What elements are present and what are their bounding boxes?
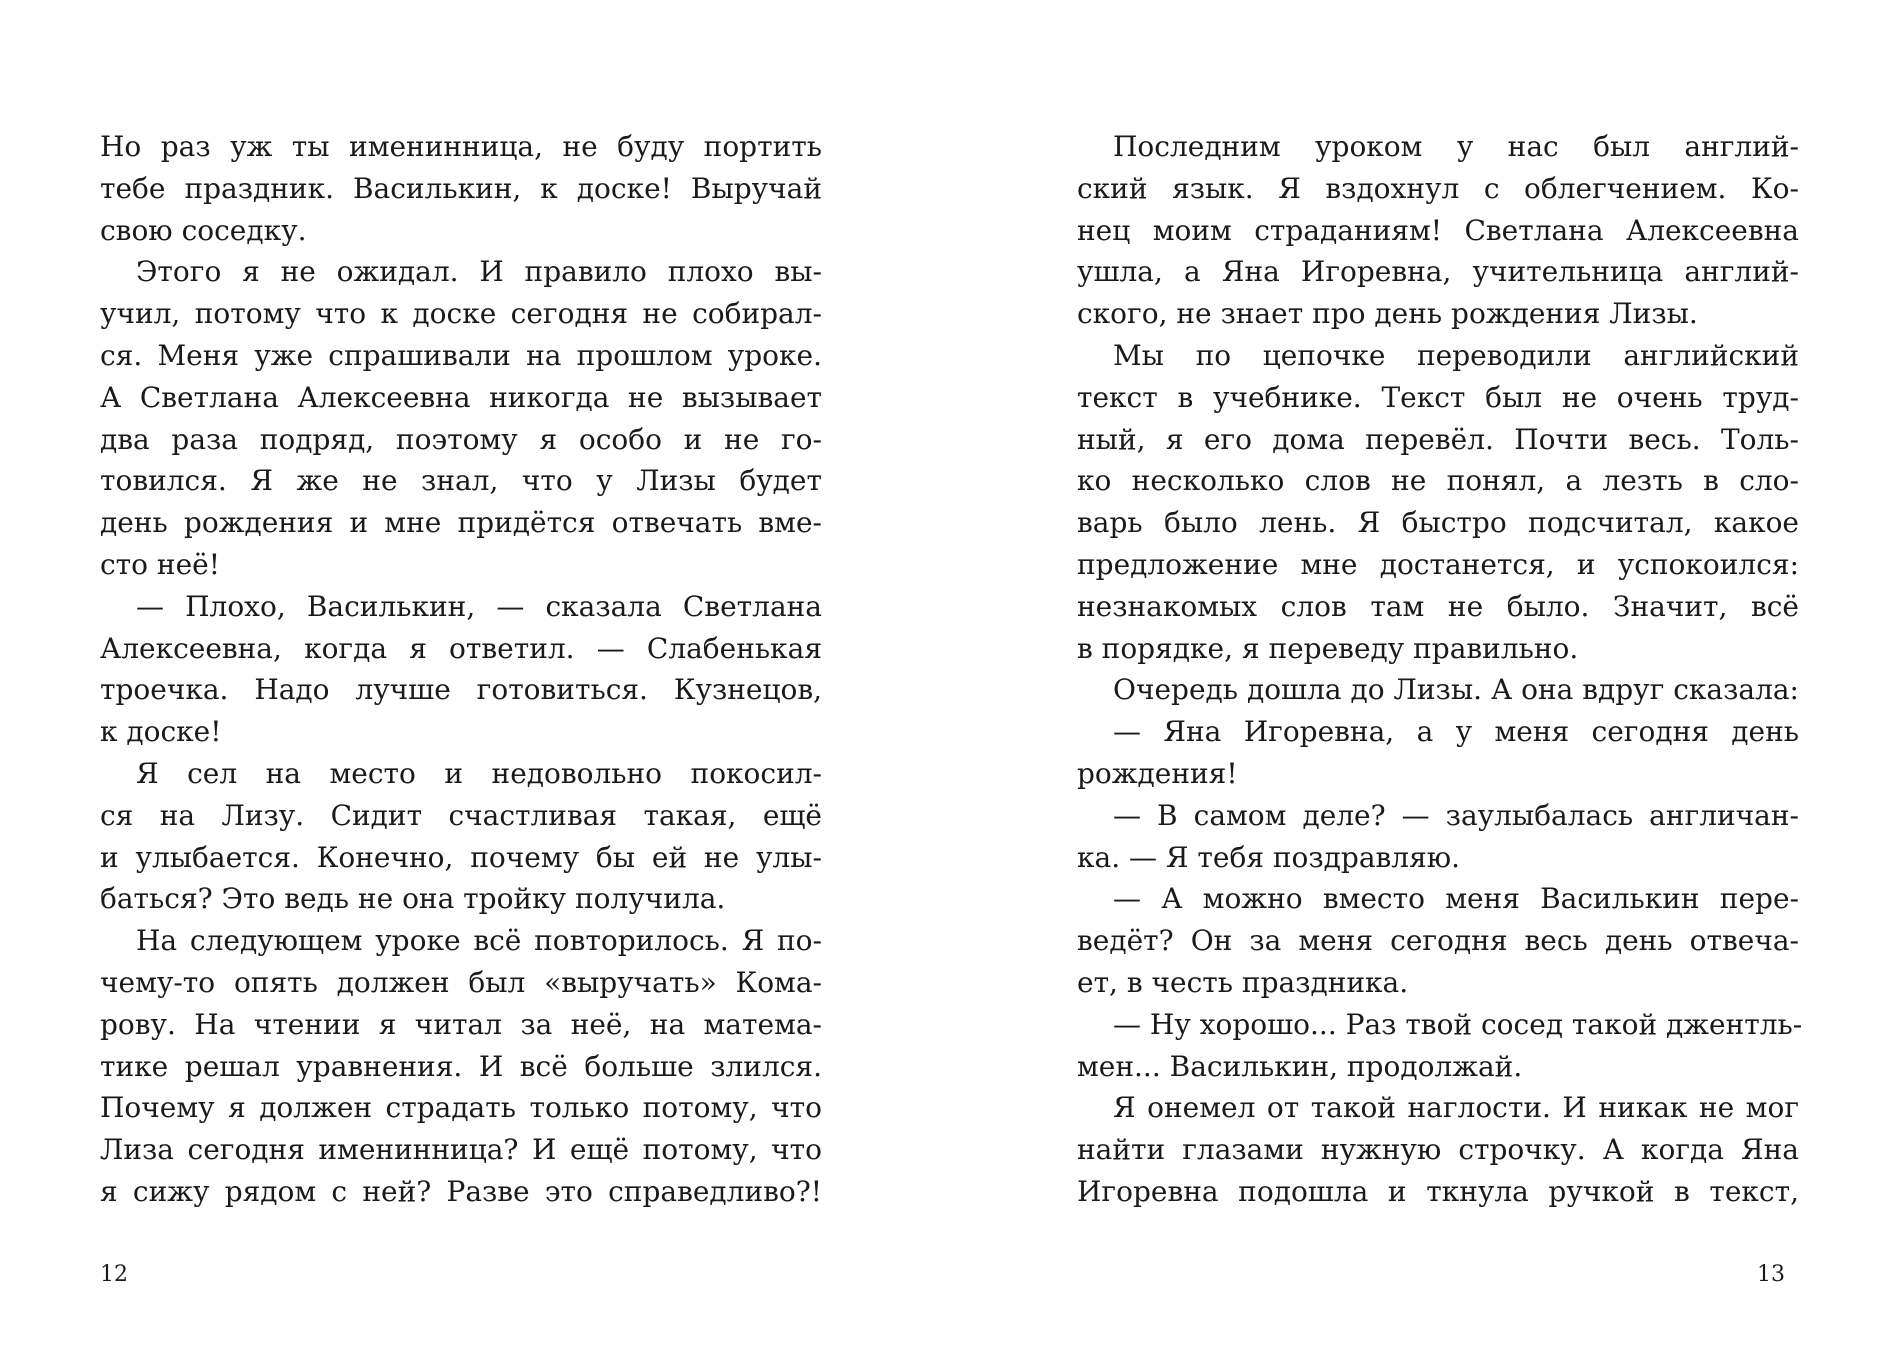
right-page-number: 13 — [1757, 1262, 1785, 1287]
text-line: рождения! — [1077, 756, 1238, 790]
text-line: варь было лень. Я быстро подсчитал, какое — [1077, 506, 1799, 540]
text-line: ка. — Я тебя поздравляю. — [1077, 840, 1461, 874]
text-line: Я онемел от такой наглости. И никак не мог — [1113, 1091, 1799, 1125]
text-line: тебе праздник. Василькин, к доске! Выручай — [100, 171, 822, 205]
text-line: нец моим страданиям! Светлана Алексеевна — [1077, 213, 1799, 247]
text-line: Очередь дошла до Лизы. А она вдруг сказала: — [1113, 673, 1799, 707]
text-line: Этого я не ожидал. И правило плохо вы- — [136, 255, 822, 289]
text-line: — В самом деле? — заулыбалась англичан- — [1113, 798, 1799, 832]
text-line: ко несколько слов не понял, а лезть в сло- — [1077, 464, 1799, 498]
text-line: ушла, а Яна Игоревна, учительница англий- — [1077, 255, 1799, 289]
text-line: На следующем уроке всё повторилось. Я по- — [136, 924, 822, 958]
text-line: ведёт? Он за меня сегодня весь день отвеча- — [1077, 924, 1799, 958]
text-line: А Светлана Алексеевна никогда не вызывает — [100, 380, 822, 414]
left-page-number: 12 — [100, 1262, 128, 1287]
text-line: ся на Лизу. Сидит счастливая такая, ещё — [100, 798, 822, 832]
text-line: Последним уроком у нас был англий- — [1113, 130, 1799, 163]
text-line: два раза подряд, поэтому я особо и не го- — [100, 422, 822, 456]
text-line: ского, не знает про день рождения Лизы. — [1077, 297, 1698, 331]
text-line: день рождения и мне придётся отвечать вме- — [100, 506, 822, 540]
text-line: учил, потому что к доске сегодня не собирал- — [100, 297, 822, 331]
text-line: Алексеевна, когда я ответил. — Слабенькая — [100, 631, 822, 665]
text-line: троечка. Надо лучше готовиться. Кузнецов, — [100, 673, 822, 707]
right-page — [945, 0, 1890, 1358]
text-line: сто неё! — [100, 547, 220, 581]
text-line: Лиза сегодня именинница? И ещё потому, что — [100, 1133, 822, 1167]
text-line: текст в учебнике. Текст был не очень труд- — [1077, 380, 1799, 414]
text-line: тике решал уравнения. И всё больше злился. — [100, 1049, 822, 1083]
text-line: Мы по цепочке переводили английский — [1113, 338, 1799, 372]
text-line: предложение мне достанется, и успокоился: — [1077, 547, 1799, 581]
text-line: свою соседку. — [100, 213, 307, 247]
text-line: незнакомых слов там не было. Значит, всё — [1077, 589, 1799, 623]
text-line: в порядке, я переведу правильно. — [1077, 631, 1579, 665]
text-line: ся. Меня уже спрашивали на прошлом уроке. — [100, 338, 822, 372]
text-line: — Плохо, Василькин, — сказала Светлана — [136, 589, 822, 623]
text-line: Но раз уж ты именинница, не буду портить — [100, 130, 822, 163]
text-line: к доске! — [100, 715, 222, 749]
text-line: и улыбается. Конечно, почему бы ей не улы- — [100, 840, 822, 874]
right-page-text — [1077, 126, 1803, 1213]
text-line: я сижу рядом с ней? Разве это справедливо?! — [100, 1174, 822, 1208]
text-line: баться? Это ведь не она тройку получила. — [100, 882, 726, 916]
text-line: ный, я его дома перевёл. Почти весь. Толь- — [1077, 422, 1799, 456]
text-line: — Ну хорошо... Раз твой сосед такой джентль- — [1113, 1007, 1803, 1041]
left-page-text — [100, 126, 822, 1213]
text-line: чему-то опять должен был «выручать» Кома- — [100, 965, 822, 999]
text-line: Игоревна подошла и ткнула ручкой в текст, — [1077, 1174, 1799, 1208]
text-line: рову. На чтении я читал за неё, на матема- — [100, 1007, 822, 1041]
text-line: найти глазами нужную строчку. А когда Яна — [1077, 1133, 1799, 1167]
text-line: Я сел на место и недовольно покосил- — [136, 756, 822, 790]
text-line: ет, в честь праздника. — [1077, 965, 1409, 999]
text-line: товился. Я же не знал, что у Лизы будет — [100, 464, 822, 498]
text-line: — Яна Игоревна, а у меня сегодня день — [1113, 715, 1799, 749]
text-line: Почему я должен страдать только потому, что — [100, 1091, 822, 1125]
text-line: — А можно вместо меня Василькин пере- — [1113, 882, 1799, 916]
text-line: ский язык. Я вздохнул с облегчением. Ко- — [1077, 171, 1799, 205]
text-line: мен... Василькин, продолжай. — [1077, 1049, 1523, 1083]
